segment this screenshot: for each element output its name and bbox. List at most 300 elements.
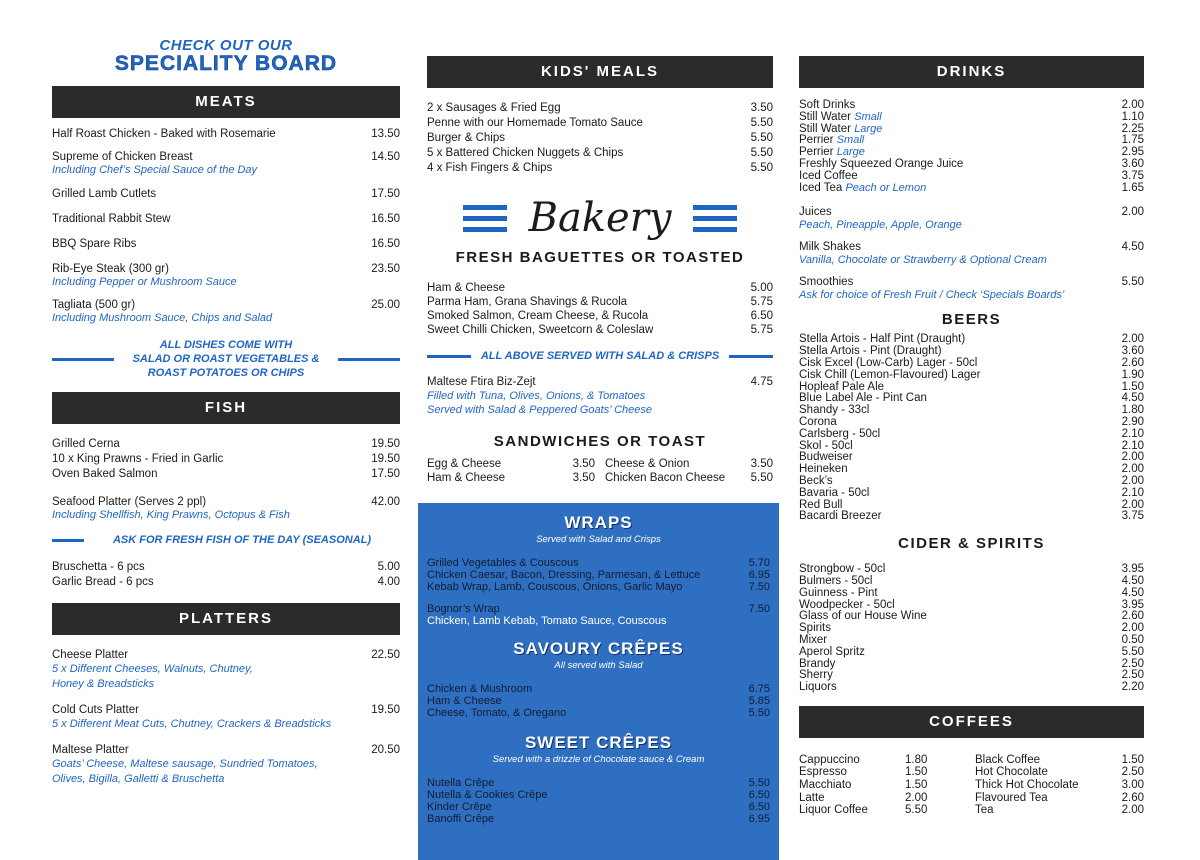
item-price: 6.75 bbox=[748, 683, 770, 695]
item-name: Cold Cuts Platter bbox=[52, 704, 139, 716]
speciality-header bbox=[52, 38, 400, 74]
item-name: Corona bbox=[799, 415, 837, 428]
item-name: Still Water bbox=[799, 110, 851, 123]
item-name: Brandy bbox=[799, 657, 836, 670]
item-name: Juices bbox=[799, 206, 832, 219]
item-price: 1.50 bbox=[905, 766, 928, 779]
item-price: 2.00 bbox=[1121, 463, 1144, 476]
item-size: Small bbox=[836, 134, 865, 147]
item-name: Grilled Lamb Cutlets bbox=[52, 188, 157, 200]
menu-item bbox=[427, 147, 773, 160]
item-description: Olives, Bigilla, Galletti & Bruschetta bbox=[52, 773, 225, 785]
menu-item bbox=[52, 561, 400, 574]
item-price: 2.00 bbox=[1121, 99, 1144, 111]
item-price: 4.00 bbox=[377, 576, 400, 588]
note-rule bbox=[338, 358, 400, 361]
item-name: Still Water bbox=[799, 122, 851, 135]
stripes-decoration bbox=[693, 205, 737, 232]
menu-item bbox=[52, 213, 400, 226]
beers-list bbox=[799, 334, 1144, 523]
menu-item bbox=[52, 468, 400, 481]
item-price: 2.00 bbox=[1121, 622, 1144, 635]
menu-item bbox=[427, 296, 773, 309]
note-rule bbox=[52, 539, 84, 542]
menu-item bbox=[52, 496, 400, 521]
item-name: Smoothies bbox=[799, 276, 854, 289]
menu-item bbox=[799, 511, 1144, 523]
item-size: Large bbox=[854, 122, 883, 135]
item-name: Cisk Excel (Low-Carb) Lager - 50cl bbox=[799, 356, 978, 369]
bakery-title: Bakery bbox=[528, 195, 672, 241]
item-price: 17.50 bbox=[371, 188, 400, 200]
meats-list bbox=[52, 128, 400, 324]
item-name: Tea bbox=[975, 804, 994, 817]
menu-item bbox=[799, 682, 1144, 694]
sandwiches-list bbox=[427, 458, 773, 485]
item-name: Tagliata (500 gr) bbox=[52, 299, 136, 311]
item-name: Bulmers - 50cl bbox=[799, 574, 873, 587]
item-price: 3.00 bbox=[1121, 779, 1144, 792]
item-price: 1.75 bbox=[1121, 134, 1144, 147]
item-name: Carlsberg - 50cl bbox=[799, 427, 881, 440]
item-name: Soft Drinks bbox=[799, 99, 856, 111]
item-description: Including Chef’s Special Sauce of the Day bbox=[52, 164, 258, 176]
item-price: 2.60 bbox=[1121, 610, 1144, 623]
item-price: 1.90 bbox=[1121, 368, 1144, 381]
sandwiches-heading: SANDWICHES OR TOAST bbox=[493, 433, 707, 450]
item-price: 1.50 bbox=[1121, 380, 1144, 393]
item-price: 4.75 bbox=[750, 376, 773, 388]
menu-item bbox=[427, 324, 773, 337]
item-price: 5.50 bbox=[748, 777, 770, 789]
item-price: 1.80 bbox=[905, 753, 928, 766]
platters-heading: PLATTERS bbox=[52, 603, 400, 635]
item-price: 42.00 bbox=[371, 496, 400, 508]
item-price: 20.50 bbox=[371, 744, 400, 756]
stripes-decoration bbox=[463, 205, 507, 232]
item-price: 3.50 bbox=[572, 472, 595, 484]
menu-item bbox=[52, 438, 400, 451]
item-name: Glass of our House Wine bbox=[799, 610, 927, 623]
menu-item bbox=[799, 370, 1144, 382]
menu-item bbox=[427, 458, 595, 471]
menu-item bbox=[427, 777, 770, 789]
item-price: 2.95 bbox=[1121, 146, 1144, 159]
item-price: 13.50 bbox=[371, 128, 400, 140]
item-name: BBQ Spare Ribs bbox=[52, 238, 137, 250]
coffees-list bbox=[799, 754, 1144, 817]
item-description: Peach, Pineapple, Apple, Orange bbox=[799, 219, 962, 232]
item-price: 5.50 bbox=[905, 804, 928, 817]
menu-item bbox=[427, 801, 770, 813]
item-name: 2 x Sausages & Fried Egg bbox=[427, 102, 561, 114]
fish-list bbox=[52, 438, 400, 521]
item-price: 4.50 bbox=[1121, 574, 1144, 587]
item-name: Ham & Cheese bbox=[427, 282, 505, 294]
item-name: Sherry bbox=[799, 669, 833, 682]
item-price: 3.95 bbox=[1121, 598, 1144, 611]
item-name: Freshly Squeezed Orange Juice bbox=[799, 157, 964, 170]
wraps-subtitle: Served with Salad and Crisps bbox=[536, 534, 661, 545]
item-name: Burger & Chips bbox=[427, 132, 505, 144]
item-name: 4 x Fish Fingers & Chips bbox=[427, 162, 553, 174]
item-price: 5.50 bbox=[750, 162, 773, 174]
item-name: Cheese, Tomato, & Oregano bbox=[427, 707, 567, 719]
item-price: 14.50 bbox=[371, 151, 400, 163]
item-description: Vanilla, Chocolate or Strawberry & Optional Cream bbox=[799, 254, 1047, 267]
item-name: Hot Chocolate bbox=[975, 766, 1048, 779]
item-name: Liquors bbox=[799, 681, 837, 694]
menu-item bbox=[799, 452, 1144, 464]
note-line: SALAD OR ROAST VEGETABLES & bbox=[132, 353, 320, 365]
item-price: 6.50 bbox=[748, 801, 770, 813]
item-price: 1.80 bbox=[1121, 404, 1144, 417]
note-line: ROAST POTATOES OR CHIPS bbox=[147, 367, 305, 379]
left-column bbox=[52, 0, 400, 787]
item-name: Maltese Ftira Biz-Zejt bbox=[427, 376, 536, 388]
menu-item bbox=[799, 417, 1144, 429]
item-description: Including Pepper or Mushroom Sauce bbox=[52, 276, 237, 288]
menu-item bbox=[52, 576, 400, 589]
item-name: Milk Shakes bbox=[799, 241, 861, 254]
item-description: Ask for choice of Fresh Fruit / Check ‘Specials Boards’ bbox=[799, 289, 1065, 302]
item-price: 2.00 bbox=[1121, 206, 1144, 219]
crepes-wraps-panel bbox=[418, 503, 779, 860]
item-price: 23.50 bbox=[371, 263, 400, 275]
menu-item bbox=[427, 789, 770, 801]
item-name: Chicken Bacon Cheese bbox=[605, 472, 726, 484]
item-name: Penne with our Homemade Tomato Sauce bbox=[427, 117, 643, 129]
item-description: Goats’ Cheese, Maltese sausage, Sundried Tomatoes, bbox=[52, 758, 318, 770]
coffees-heading: COFFEES bbox=[799, 706, 1144, 738]
item-price: 3.60 bbox=[1121, 345, 1144, 358]
menu-item bbox=[427, 117, 773, 130]
item-name: Cappuccino bbox=[799, 753, 860, 766]
item-price: 6.95 bbox=[748, 569, 770, 581]
item-flavour: Peach or Lemon bbox=[845, 181, 927, 194]
menu-item bbox=[427, 603, 770, 627]
menu-item bbox=[427, 813, 770, 825]
item-price: 0.50 bbox=[1121, 633, 1144, 646]
menu-item bbox=[799, 206, 1144, 231]
item-price: 4.50 bbox=[1121, 586, 1144, 599]
item-name: Grilled Vegetables & Couscous bbox=[427, 557, 579, 569]
menu-item bbox=[799, 576, 1144, 588]
kids-list bbox=[427, 102, 773, 175]
meats-heading: MEATS bbox=[52, 86, 400, 118]
savoury-crepes-list bbox=[418, 683, 779, 719]
item-price: 2.60 bbox=[1121, 791, 1144, 804]
menu-item bbox=[799, 635, 1144, 647]
item-name: Ham & Cheese bbox=[427, 472, 505, 484]
item-price: 3.50 bbox=[750, 458, 773, 470]
item-price: 7.50 bbox=[748, 581, 770, 593]
note-line: ALL ABOVE SERVED WITH SALAD & CRISPS bbox=[480, 350, 720, 362]
item-price: 2.60 bbox=[1121, 356, 1144, 369]
meats-note bbox=[52, 338, 400, 380]
menu-item bbox=[427, 695, 770, 707]
item-price: 19.50 bbox=[371, 438, 400, 450]
item-description: 5 x Different Cheeses, Walnuts, Chutney, bbox=[52, 663, 253, 675]
menu-item bbox=[799, 405, 1144, 417]
baguettes-list bbox=[427, 282, 773, 337]
menu-item bbox=[52, 453, 400, 466]
drinks-heading: DRINKS bbox=[799, 56, 1144, 88]
item-name: Sweet Chilli Chicken, Sweetcorn & Coleslaw bbox=[427, 324, 654, 336]
item-price: 2.00 bbox=[1121, 333, 1144, 346]
soft-drinks-list bbox=[799, 100, 1144, 194]
item-name: Smoked Salmon, Cream Cheese, & Rucola bbox=[427, 310, 649, 322]
item-price: 7.50 bbox=[748, 603, 770, 615]
item-name: Supreme of Chicken Breast bbox=[52, 151, 193, 163]
note-line: ASK FOR FRESH FISH OF THE DAY (SEASONAL) bbox=[112, 534, 372, 546]
note-rule bbox=[427, 355, 471, 358]
fish-note bbox=[52, 534, 400, 546]
item-name: Stella Artois - Pint (Draught) bbox=[799, 345, 942, 358]
menu-item bbox=[605, 472, 773, 485]
item-name: Red Bull bbox=[799, 498, 843, 511]
menu-item bbox=[799, 276, 1144, 301]
item-name: Cheese Platter bbox=[52, 649, 129, 661]
item-name: Macchiato bbox=[799, 779, 852, 792]
wraps-heading: WRAPS bbox=[564, 513, 633, 532]
wraps-list bbox=[418, 557, 779, 627]
menu-item bbox=[427, 132, 773, 145]
menu-item bbox=[52, 744, 400, 787]
item-description: 5 x Different Meat Cuts, Chutney, Crackers & Breadsticks bbox=[52, 718, 332, 730]
item-name: Guinness - Pint bbox=[799, 586, 878, 599]
item-price: 2.50 bbox=[1121, 657, 1144, 670]
item-name: 10 x King Prawns - Fried in Garlic bbox=[52, 453, 224, 465]
sweet-crepes-subtitle: Served with a drizzle of Chocolate sauce & Cream bbox=[492, 754, 705, 765]
item-name: Budweiser bbox=[799, 451, 853, 464]
item-price: 16.50 bbox=[371, 213, 400, 225]
item-price: 1.50 bbox=[1121, 753, 1144, 766]
sweet-crepes-heading: SWEET CRÊPES bbox=[524, 733, 673, 752]
item-name: Traditional Rabbit Stew bbox=[52, 213, 171, 225]
item-price: 5.50 bbox=[1121, 645, 1144, 658]
item-price: 3.50 bbox=[572, 458, 595, 470]
item-name: Cisk Chill (Lemon-Flavoured) Lager bbox=[799, 368, 981, 381]
menu-item bbox=[427, 102, 773, 115]
menu-item bbox=[799, 241, 1144, 266]
item-price: 5.75 bbox=[750, 324, 773, 336]
item-name: Cheese & Onion bbox=[605, 458, 690, 470]
item-price: 3.75 bbox=[1121, 510, 1144, 523]
right-column bbox=[799, 0, 1144, 817]
item-price: 4.50 bbox=[1121, 241, 1144, 254]
item-name: Seafood Platter (Serves 2 ppl) bbox=[52, 496, 207, 508]
fish-extras bbox=[52, 561, 400, 589]
item-price: 4.50 bbox=[1121, 392, 1144, 405]
menu-item bbox=[52, 188, 400, 201]
item-price: 5.50 bbox=[750, 472, 773, 484]
item-price: 2.00 bbox=[905, 791, 928, 804]
item-price: 2.50 bbox=[1121, 766, 1144, 779]
menu-item bbox=[799, 659, 1144, 671]
item-price: 5.00 bbox=[750, 282, 773, 294]
kids-heading: KIDS' MEALS bbox=[427, 56, 773, 88]
cider-list bbox=[799, 564, 1144, 694]
item-name: Mixer bbox=[799, 633, 828, 646]
item-price: 2.00 bbox=[1121, 804, 1144, 817]
menu-item bbox=[52, 151, 400, 176]
item-description: Filled with Tuna, Olives, Onions, & Tomatoes bbox=[427, 390, 646, 402]
sweet-crepes-list bbox=[418, 777, 779, 825]
item-name: Banoffi Crêpe bbox=[427, 813, 495, 825]
item-name: Liquor Coffee bbox=[799, 804, 868, 817]
menu-item bbox=[52, 299, 400, 324]
item-name: Perrier bbox=[799, 146, 834, 159]
item-name: Grilled Cerna bbox=[52, 438, 120, 450]
menu-item bbox=[799, 183, 1144, 195]
item-name: Thick Hot Chocolate bbox=[975, 779, 1079, 792]
item-name: Strongbow - 50cl bbox=[799, 563, 886, 576]
item-name: 5 x Battered Chicken Nuggets & Chips bbox=[427, 147, 624, 159]
item-price: 3.60 bbox=[1121, 157, 1144, 170]
beers-heading: BEERS bbox=[941, 311, 1002, 329]
bakery-banner bbox=[427, 195, 773, 241]
item-name: Bruschetta - 6 pcs bbox=[52, 561, 145, 573]
menu-item bbox=[605, 458, 773, 471]
item-price: 2.00 bbox=[1121, 498, 1144, 511]
item-price: 17.50 bbox=[371, 468, 400, 480]
item-price: 2.10 bbox=[1121, 486, 1144, 499]
item-name: Rib-Eye Steak (300 gr) bbox=[52, 263, 169, 275]
item-price: 16.50 bbox=[371, 238, 400, 250]
item-name: Bacardi Breezer bbox=[799, 510, 882, 523]
item-price: 5.50 bbox=[750, 147, 773, 159]
item-price: 5.50 bbox=[750, 132, 773, 144]
item-price: 2.50 bbox=[1121, 669, 1144, 682]
item-price: 2.00 bbox=[1121, 451, 1144, 464]
item-name: Woodpecker - 50cl bbox=[799, 598, 895, 611]
item-name: Heineken bbox=[799, 463, 848, 476]
menu-item bbox=[427, 557, 770, 569]
note-rule bbox=[52, 358, 114, 361]
item-name: Garlic Bread - 6 pcs bbox=[52, 576, 154, 588]
item-price: 3.95 bbox=[1121, 563, 1144, 576]
item-name: Oven Baked Salmon bbox=[52, 468, 158, 480]
item-name: Spirits bbox=[799, 622, 831, 635]
item-price: 5.85 bbox=[748, 695, 770, 707]
item-price: 3.75 bbox=[1121, 169, 1144, 182]
item-size: Small bbox=[854, 110, 882, 123]
item-name: Perrier bbox=[799, 134, 834, 147]
item-price: 1.65 bbox=[1121, 181, 1144, 194]
item-name: Bavaria - 50cl bbox=[799, 486, 870, 499]
item-name: Shandy - 33cl bbox=[799, 404, 870, 417]
menu-item bbox=[427, 683, 770, 695]
menu-item bbox=[427, 162, 773, 175]
item-name: Latte bbox=[799, 791, 825, 804]
item-price: 2.90 bbox=[1121, 415, 1144, 428]
note-line: ALL DISHES COME WITH bbox=[159, 339, 293, 351]
fish-heading: FISH bbox=[52, 392, 400, 424]
middle-column bbox=[427, 0, 773, 485]
menu-item bbox=[799, 476, 1144, 488]
menu-item bbox=[427, 581, 770, 593]
item-price: 3.50 bbox=[750, 102, 773, 114]
bakery-note bbox=[427, 350, 773, 362]
item-name: Black Coffee bbox=[975, 753, 1040, 766]
item-price: 6.50 bbox=[750, 310, 773, 322]
item-name: Hopleaf Pale Ale bbox=[799, 380, 885, 393]
menu-item bbox=[799, 588, 1144, 600]
item-name: Maltese Platter bbox=[52, 744, 129, 756]
item-description: Including Mushroom Sauce, Chips and Salad bbox=[52, 312, 273, 324]
item-name: Aperol Spritz bbox=[799, 645, 865, 658]
item-name: Ham & Cheese bbox=[427, 695, 502, 707]
menu-item bbox=[799, 488, 1144, 500]
item-price: 5.50 bbox=[1121, 276, 1144, 289]
note-rule bbox=[729, 355, 773, 358]
item-description: Served with Salad & Peppered Goats’ Cheese bbox=[427, 404, 653, 416]
menu-item bbox=[799, 611, 1144, 623]
menu-item bbox=[799, 429, 1144, 441]
menu-item bbox=[427, 376, 773, 417]
cider-heading: CIDER & SPIRITS bbox=[898, 535, 1045, 553]
item-price: 5.00 bbox=[377, 561, 400, 573]
item-price: 19.50 bbox=[371, 453, 400, 465]
menu-item bbox=[799, 623, 1144, 635]
item-name: Kebab Wrap, Lamb, Couscous, Onions, Garlic Mayo bbox=[427, 581, 683, 593]
menu-item bbox=[52, 704, 400, 732]
item-name: Beck’s bbox=[799, 474, 833, 487]
menu-item bbox=[52, 128, 400, 141]
item-price: 19.50 bbox=[371, 704, 400, 716]
item-name: Egg & Cheese bbox=[427, 458, 502, 470]
item-price: 5.50 bbox=[748, 707, 770, 719]
item-name: Espresso bbox=[799, 766, 847, 779]
speciality-line2: SPECIALITY BOARD bbox=[114, 52, 338, 75]
menu-item bbox=[799, 670, 1144, 682]
menu-item bbox=[427, 310, 773, 323]
item-description: Honey & Breadsticks bbox=[52, 678, 155, 690]
savoury-crepes-subtitle: All served with Salad bbox=[554, 660, 643, 671]
platters-list bbox=[52, 649, 400, 787]
menu-item bbox=[427, 707, 770, 719]
item-price: 5.75 bbox=[750, 296, 773, 308]
speciality-line1: CHECK OUT OUR bbox=[159, 37, 293, 54]
item-price: 6.50 bbox=[748, 789, 770, 801]
item-price: 2.10 bbox=[1121, 427, 1144, 440]
item-price: 1.50 bbox=[905, 779, 928, 792]
item-price: 5.70 bbox=[748, 557, 770, 569]
item-name: Chicken & Mushroom bbox=[427, 683, 533, 695]
item-price: 25.00 bbox=[371, 299, 400, 311]
menu-item bbox=[52, 649, 400, 692]
item-name: Bognor’s Wrap bbox=[427, 603, 500, 615]
menu-item bbox=[52, 263, 400, 288]
item-name: Flavoured Tea bbox=[975, 791, 1048, 804]
item-name: Skol - 50cl bbox=[799, 439, 853, 452]
item-name: Nutella & Cookies Crêpe bbox=[427, 789, 548, 801]
item-name: Stella Artois - Half Pint (Draught) bbox=[799, 333, 966, 346]
menu-item bbox=[799, 464, 1144, 476]
item-price: 6.95 bbox=[748, 813, 770, 825]
item-name: Iced Tea bbox=[799, 181, 843, 194]
baguettes-heading: FRESH BAGUETTES OR TOASTED bbox=[455, 249, 745, 266]
item-price: 2.10 bbox=[1121, 439, 1144, 452]
item-size: Large bbox=[836, 146, 865, 159]
item-name: Nutella Crêpe bbox=[427, 777, 495, 789]
menu-item bbox=[427, 282, 773, 295]
item-price: 1.10 bbox=[1121, 110, 1144, 123]
item-price: 5.50 bbox=[750, 117, 773, 129]
item-description: Including Shellfish, King Prawns, Octopus & Fish bbox=[52, 509, 290, 521]
item-name: Parma Ham, Grana Shavings & Rucola bbox=[427, 296, 628, 308]
